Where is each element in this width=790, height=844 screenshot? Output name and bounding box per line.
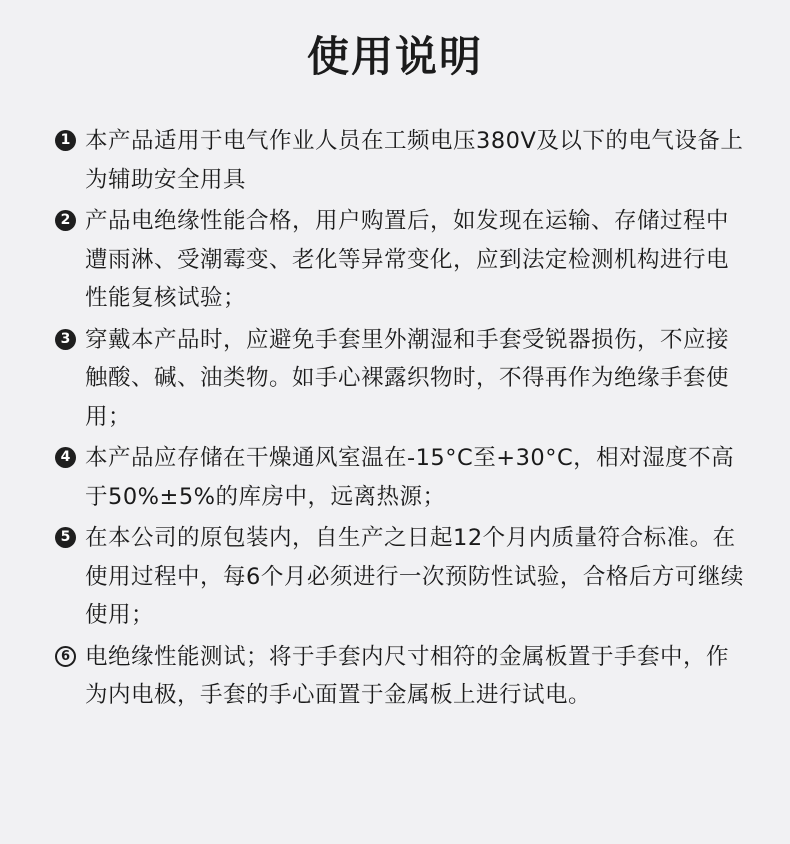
instruction-item-2 bbox=[54, 202, 744, 318]
instruction-text: 在本公司的原包装内，自生产之日起12个月内质量符合标准。在使用过程中，每6个月必须进行一次预防性试验，合格后方可继续使用； bbox=[85, 525, 744, 628]
instruction-item-1 bbox=[54, 122, 744, 199]
number-4-badge: 4 bbox=[55, 447, 76, 468]
number-5-badge: 5 bbox=[55, 527, 76, 548]
instruction-item-3 bbox=[54, 321, 744, 437]
instruction-list bbox=[54, 122, 744, 718]
number-6-badge: 6 bbox=[55, 646, 76, 667]
instruction-text: 产品电绝缘性能合格，用户购置后，如发现在运输、存储过程中遭雨淋、受潮霉变、老化等异常变化，应到法定检测机构进行电性能复核试验； bbox=[85, 208, 730, 311]
number-3-badge: 3 bbox=[55, 329, 76, 350]
instruction-text: 穿戴本产品时，应避免手套里外潮湿和手套受锐器损伤，不应接触酸、碱、油类物。如手心裸露织物时，不得再作为绝缘手套使用； bbox=[85, 326, 730, 430]
number-1-badge: 1 bbox=[55, 130, 76, 151]
instruction-text: 本产品适用于电气作业人员在工频电压380V及以下的电气设备上为辅助安全用具 bbox=[85, 128, 744, 193]
instruction-item-5 bbox=[54, 519, 744, 635]
instruction-text: 本产品应存储在干燥通风室温在-15°C至+30°C，相对湿度不高于50%±5%的库房中，远离热源； bbox=[85, 445, 735, 510]
page-title: 使用说明 bbox=[306, 32, 483, 81]
number-2-badge: 2 bbox=[55, 210, 76, 231]
instruction-text: 电绝缘性能测试；将于手套内尺寸相符的金属板置于手套中，作为内电极，手套的手心面置于金属板上进行试电。 bbox=[85, 643, 730, 708]
instruction-item-6 bbox=[54, 638, 744, 715]
instruction-item-4 bbox=[54, 439, 744, 516]
